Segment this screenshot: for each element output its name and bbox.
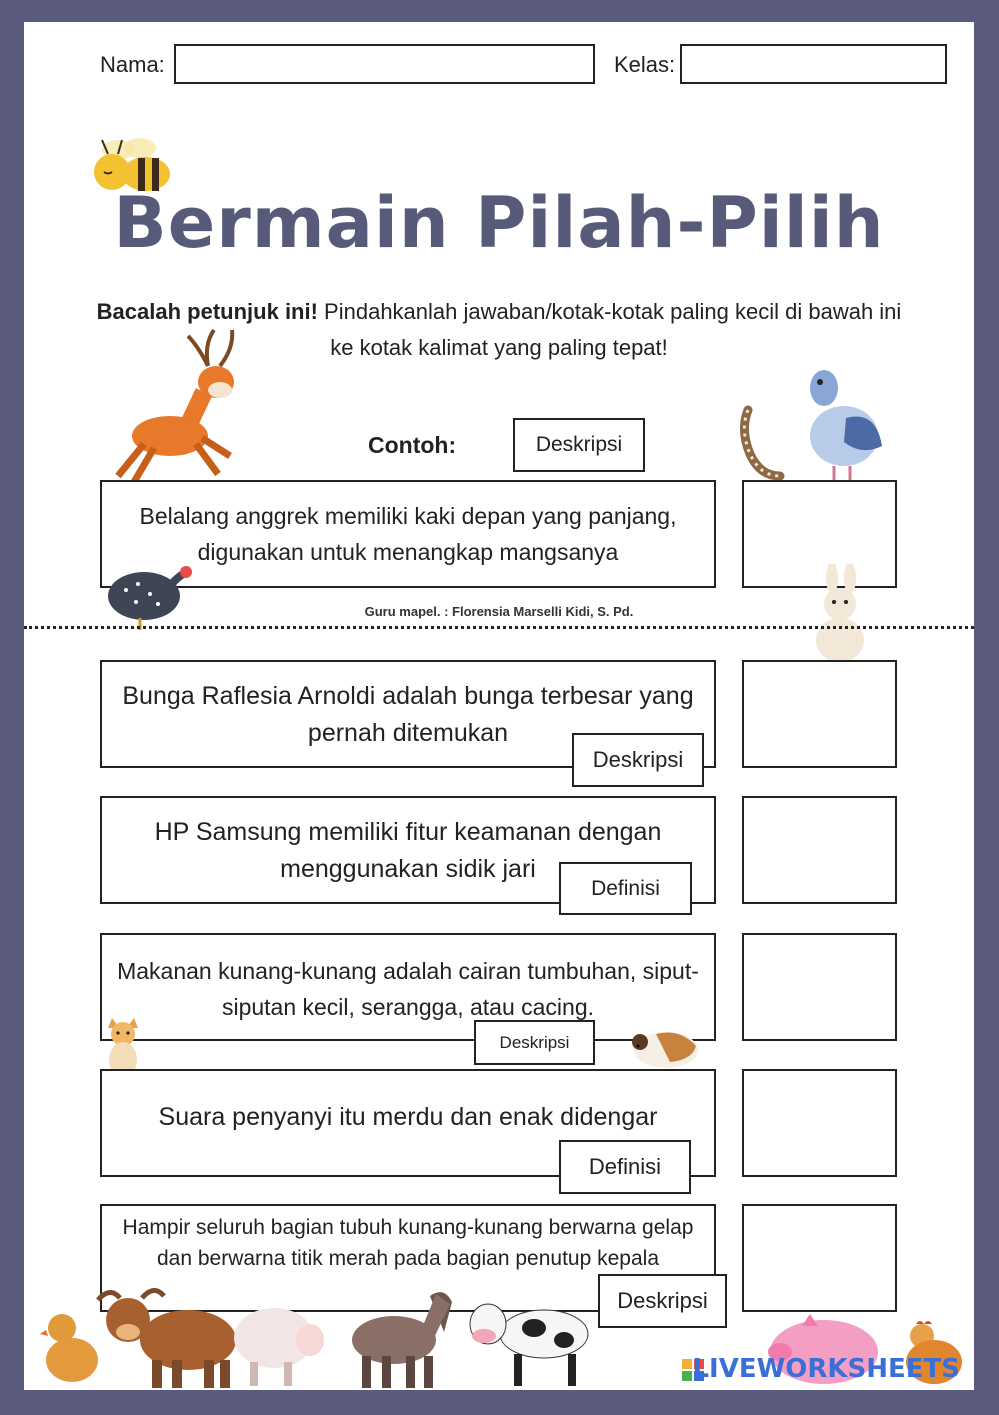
worm-icon xyxy=(732,402,792,484)
question-1-answer-box[interactable] xyxy=(742,660,897,768)
guinea-pig-icon xyxy=(626,1024,700,1070)
name-label: Nama: xyxy=(100,52,165,77)
ox-icon xyxy=(92,1282,240,1390)
cow-icon xyxy=(464,1294,594,1390)
divider-line xyxy=(24,626,974,629)
question-2-draggable-tag[interactable]: Definisi xyxy=(559,862,692,915)
teacher-credit: Guru mapel. : Florensia Marselli Kidi, S. Pd. xyxy=(364,604,634,619)
example-sentence: Belalang anggrek memiliki kaki depan yang panjang, digunakan untuk menangkap mangsanya xyxy=(100,480,716,588)
question-2-answer-box[interactable] xyxy=(742,796,897,904)
question-1-sentence: Bunga Raflesia Arnoldi adalah bunga terbesar yang pernah ditemukan xyxy=(100,660,716,768)
example-tag: Deskripsi xyxy=(513,418,645,472)
question-2-sentence: HP Samsung memiliki fitur keamanan dengan menggunakan sidik jari xyxy=(100,796,716,904)
instructions-bold: Bacalah petunjuk ini! xyxy=(96,299,318,324)
question-4-draggable-tag[interactable]: Definisi xyxy=(559,1140,691,1194)
guineafowl-icon xyxy=(106,562,196,632)
question-4-sentence: Suara penyanyi itu merdu dan enak didengar xyxy=(100,1069,716,1177)
question-3-sentence: Makanan kunang-kunang adalah cairan tumbuhan, siput-siputan kecil, serangga, atau cacing. xyxy=(100,933,716,1041)
instructions-text: Pindahkanlah jawaban/kotak-kotak paling kecil di bawah ini ke kotak kalimat yang paling tepat! xyxy=(317,299,902,360)
class-label: Kelas: xyxy=(614,52,676,77)
name-input[interactable] xyxy=(174,44,595,84)
question-1-draggable-tag[interactable]: Deskripsi xyxy=(572,733,704,787)
page-title: Bermain Pilah-Pilih xyxy=(113,182,885,264)
question-5-draggable-tag[interactable]: Deskripsi xyxy=(598,1274,727,1328)
question-4-answer-box[interactable] xyxy=(742,1069,897,1177)
sheep-icon xyxy=(230,1296,326,1390)
horse-icon xyxy=(334,1282,464,1390)
bird-icon xyxy=(794,362,890,486)
class-input[interactable] xyxy=(680,44,947,84)
example-label: Contoh: xyxy=(368,432,457,458)
question-5-answer-box[interactable] xyxy=(742,1204,897,1312)
liveworksheets-watermark: LIVEWORKSHEETS xyxy=(692,1354,960,1384)
deer-icon xyxy=(108,326,248,486)
question-3-draggable-tag[interactable]: Deskripsi xyxy=(474,1020,595,1065)
question-5-sentence: Hampir seluruh bagian tubuh kunang-kunang berwarna gelap dan berwarna titik merah pada bagian penutup kepala xyxy=(100,1204,716,1312)
question-3-answer-box[interactable] xyxy=(742,933,897,1041)
worksheet-page xyxy=(24,22,974,1390)
